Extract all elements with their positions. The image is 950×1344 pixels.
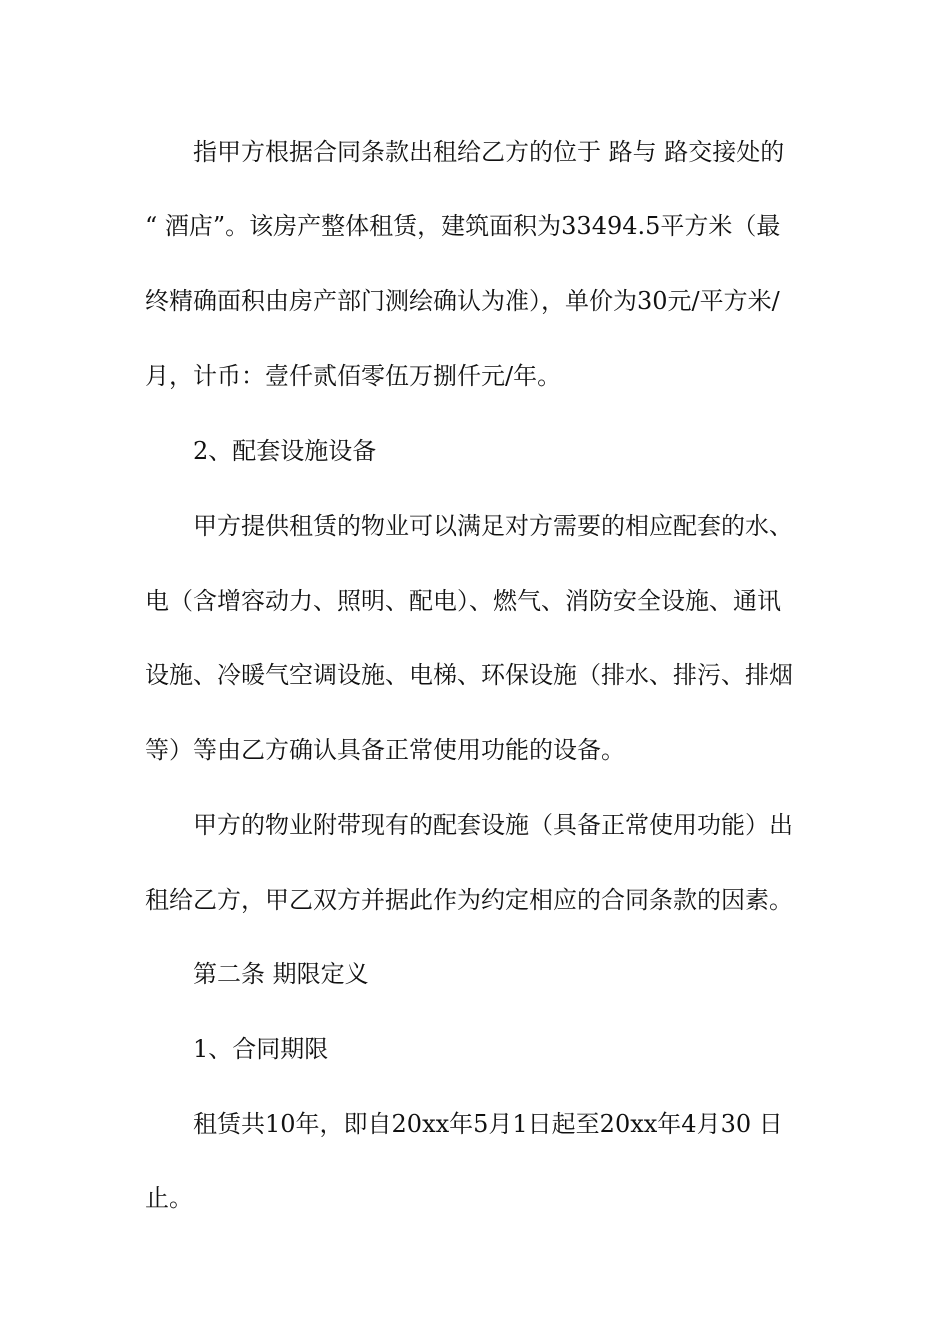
paragraph-line: 月，计币：壹仟贰佰零伍万捌仟元/年。 xyxy=(145,362,562,390)
paragraph-line: 终精确面积由房产部门测绘确认为准），单价为30元/平方米/ xyxy=(145,287,780,315)
paragraph-line: 甲方的物业附带现有的配套设施（具备正常使用功能）出 xyxy=(193,811,793,839)
article-heading: 第二条 期限定义 xyxy=(193,960,369,988)
paragraph-line: 租给乙方，甲乙双方并据此作为约定相应的合同条款的因素。 xyxy=(145,886,793,914)
paragraph-line: 甲方提供租赁的物业可以满足对方需要的相应配套的水、 xyxy=(193,512,793,540)
paragraph-line: “ 酒店”。该房产整体租赁，建筑面积为33494.5平方米（最 xyxy=(145,212,781,240)
section-heading: 1、合同期限 xyxy=(193,1035,329,1063)
paragraph-line: 等）等由乙方确认具备正常使用功能的设备。 xyxy=(145,736,625,764)
section-heading: 2、配套设施设备 xyxy=(193,437,377,465)
paragraph-line: 电（含增容动力、照明、配电）、燃气、消防安全设施、通讯 xyxy=(145,587,781,615)
paragraph-line: 止。 xyxy=(145,1184,193,1212)
paragraph-line: 设施、冷暖气空调设施、电梯、环保设施（排水、排污、排烟 xyxy=(145,661,793,689)
paragraph-line: 租赁共10年，即自20xx年5月1日起至20xx年4月30 日 xyxy=(193,1110,783,1138)
paragraph-line: 指甲方根据合同条款出租给乙方的位于 路与 路交接处的 xyxy=(193,138,785,166)
